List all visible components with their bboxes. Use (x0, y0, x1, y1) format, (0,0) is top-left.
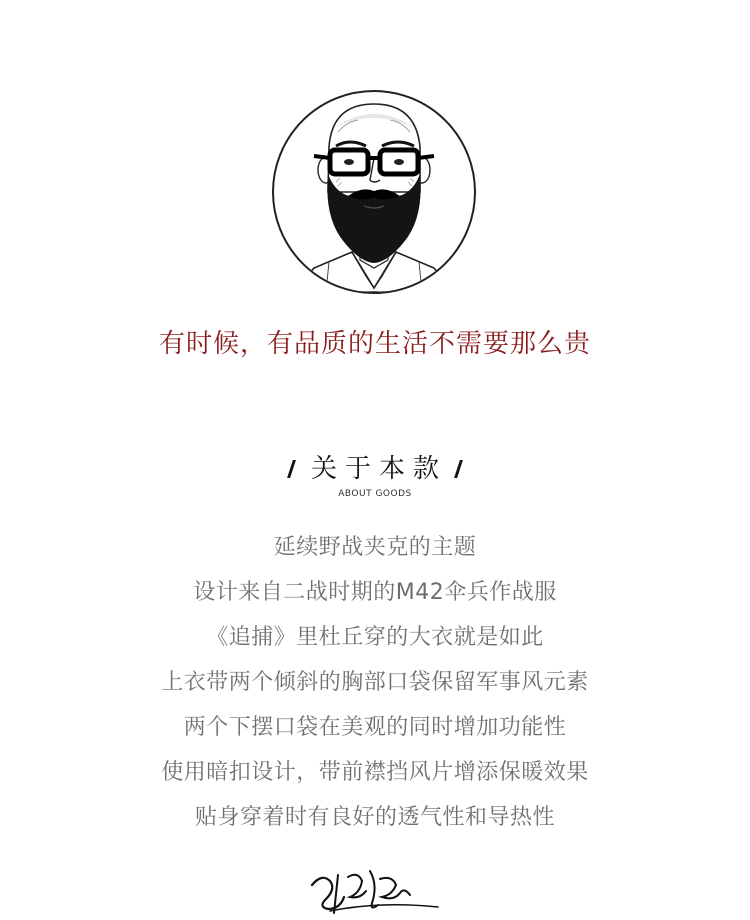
description-line: 贴身穿着时有良好的透气性和导热性 (194, 805, 555, 830)
description-list (0, 528, 750, 843)
signature-icon (300, 855, 450, 920)
section-header (0, 452, 750, 500)
section-title: 关于本款 (310, 454, 447, 484)
slash-right-icon (454, 460, 463, 478)
designer-avatar (272, 90, 476, 294)
tagline: 有时候，有品质的生活不需要那么贵 (158, 329, 591, 359)
slash-left-icon (287, 460, 296, 478)
section-title-row (290, 452, 460, 486)
description-line: 使用暗扣设计，带前襟挡风片增添保暖效果 (161, 760, 589, 785)
bearded-man-illustration-icon (274, 92, 474, 292)
description-line: 延续野战夹克的主题 (273, 535, 477, 560)
description-line: 上衣带两个倾斜的胸部口袋保留军事风元素 (161, 670, 589, 695)
section-subtitle: ABOUT GOODS (338, 489, 412, 499)
description-line: 两个下摆口袋在美观的同时增加功能性 (183, 715, 567, 740)
description-line: 《追捕》里杜丘穿的大衣就是如此 (206, 625, 544, 650)
description-line: 设计来自二战时期的M42伞兵作战服 (193, 580, 557, 605)
